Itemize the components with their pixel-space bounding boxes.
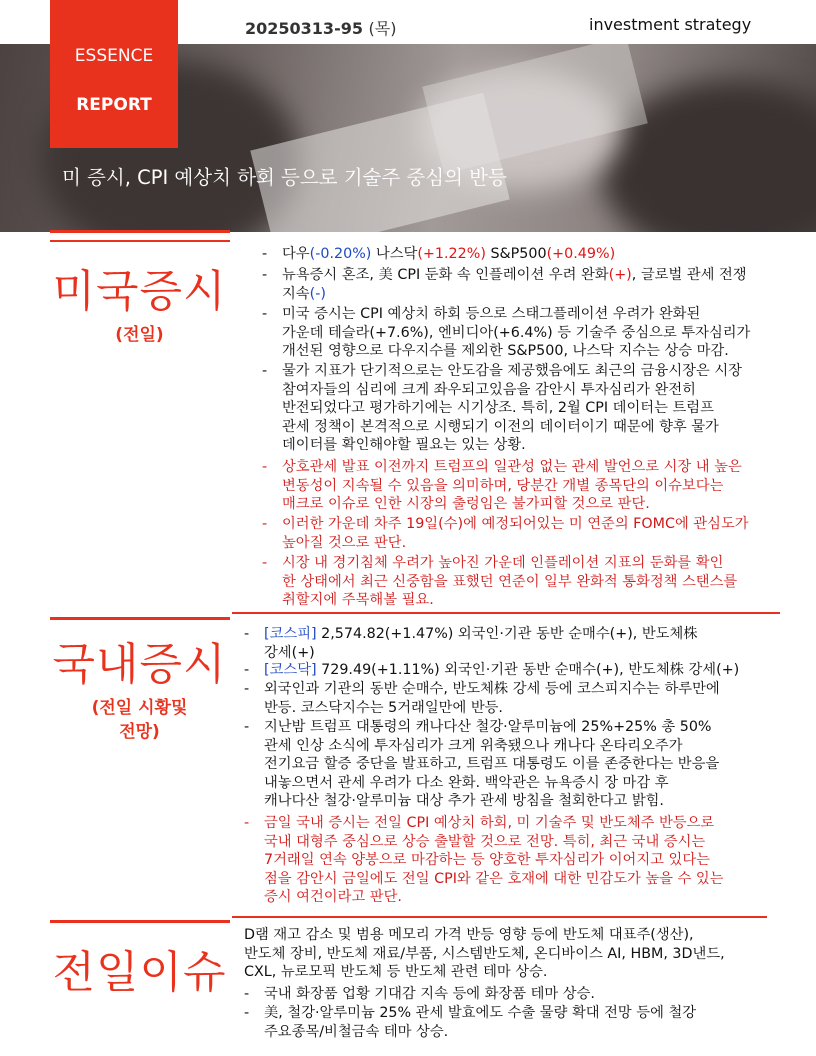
report-day: (목): [368, 19, 397, 38]
kr-market-subtitle-1: (전일 시황및: [91, 698, 188, 718]
section-divider: [232, 916, 767, 918]
page-headline: 미 증시, CPI 예상치 하회 등으로 기술주 중심의 반등: [62, 166, 507, 189]
report-category: investment strategy: [589, 15, 752, 34]
us-outlook-3: - 시장 내 경기침체 우려가 높아진 가운데 인플레이션 지표의 둔화를 확인 한 상태에서 최근 신중함을 표했던 연준이 일부 완화적 통화정책 스탠스를 취할지에 주목해볼 필요.: [262, 555, 738, 608]
issue-bullet-2: - 美, 철강·알루미늄 25% 관세 발효에도 수출 물량 확대 전망 등에 철강 주요종목/비철금속 테마 상승.: [244, 1005, 697, 1040]
issue-lead: D램 재고 감소 및 범용 메모리 가격 반등 영향 등에 반도체 대표주(생산), 반도체 장비, 반도체 재료/부품, 시스템반도체, 온디바이스 AI, HBM, 3D낸드, CXL, 뉴로모픽 반도체 등 반도체 관련 테마 상승.: [244, 927, 725, 980]
us-market-title: 미국증시: [52, 266, 227, 317]
report-id: 20250313-95 (목): [245, 19, 397, 38]
kr-market-section-title: [52, 628, 227, 744]
kosdaq-line: - [코스닥] 729.49(+1.11%) 외국인·기관 동반 순매수(+), 반도체株 강세(+): [244, 662, 740, 678]
us-summary-line-cont: 지속(-): [282, 285, 326, 302]
us-paragraph-1: - 미국 증시는 CPI 예상치 하회 등으로 스태그플레이션 우려가 완화된 가운데 테슬라(+7.6%), 엔비디아(+6.4%) 등 기술주 중심으로 투자심리가 개선된 영향으로 다우지수를 제외한 S&P500, 나스닥 지수는 상승 마감.: [262, 306, 751, 359]
section-rule: [50, 230, 230, 233]
brand-line-2: REPORT: [76, 95, 152, 115]
us-index-line: - 다우(-0.20%) 나스닥(+1.22%) S&P500(+0.49%): [262, 246, 616, 262]
section-divider: [232, 612, 780, 614]
section-rule: [50, 240, 230, 242]
kr-paragraph-1: - 외국인과 기관의 동반 순매수, 반도체株 강세 등에 코스피지수는 하루만에 반등. 코스닥지수는 5거래일만에 반등.: [244, 681, 720, 716]
brand-box: [50, 0, 178, 148]
kr-outlook: - 금일 국내 증시는 전일 CPI 예상치 하회, 미 기술주 및 반도체주 반등으로 국내 대형주 중심으로 상승 출발할 것으로 전망. 특히, 최근 국내 증시는 7거래일 연속 양봉으로 마감하는 등 양호한 투자심리가 이어지고 있다는 점을 감안시 금일에도 전일 CPI와 같은 호재에 대한 민감도가 높을 수 있는 증시 여건이라고 판단.: [244, 815, 724, 905]
us-outlook-1: - 상호관세 발표 이전까지 트럼프의 일관성 없는 관세 발언으로 시장 내 높은 변동성이 지속될 수 있음을 의미하며, 당분간 개별 종목단의 이슈보다는 매크로 이슈로 인한 시장의 출렁임은 불가피할 것으로 판단.: [262, 459, 742, 512]
us-outlook-2: - 이러한 가운데 차주 19일(수)에 예정되어있는 미 연준의 FOMC에 관심도가 높아질 것으로 판단.: [262, 516, 749, 551]
us-market-section-title: [52, 255, 227, 347]
kospi-line: - [코스피] 2,574.82(+1.47%) 외국인·기관 동반 순매수(+), 반도체株 강세(+): [244, 626, 698, 661]
section-rule: [50, 617, 230, 620]
us-summary-line: - 뉴욕증시 혼조, 美 CPI 둔화 속 인플레이션 우려 완화(+), 글로벌 관세 전쟁: [262, 267, 747, 283]
us-market-subtitle: (전일): [115, 325, 164, 345]
us-paragraph-2: - 물가 지표가 단기적으로는 안도감을 제공했음에도 최근의 금융시장은 시장 참여자들의 심리에 크게 좌우되고있음을 감안시 투자심리가 완전히 반전되었다고 평가하기에는 시기상조. 특히, 2월 CPI 데이터는 트럼프 관세 정책이 본격적으로 시행되기 이전의 데이터이기 때문에 향후 물가 데이터를 확인해야할 필요는 있는 상황.: [262, 363, 742, 453]
kr-market-subtitle-2: 전망): [119, 722, 160, 742]
section-rule: [50, 920, 230, 923]
kr-paragraph-2: - 지난밤 트럼프 대통령의 캐나다산 철강·알루미늄에 25%+25% 총 50% 관세 인상 소식에 투자심리가 크게 위축됐으나 캐나다 온타리오주가 전기요금 할증 중단을 발표하고, 트럼프 대통령도 이를 존중한다는 반응을 내놓으면서 관세 우려가 다소 완화. 백악관은 뉴욕증시 장 마감 후 캐나다산 철강·알루미늄 대상 추가 관세 방침을 철회한다고 밝힘.: [244, 719, 720, 809]
issue-bullet-1: - 국내 화장품 업황 기대감 지속 등에 화장품 테마 상승.: [244, 986, 595, 1002]
brand-line-1: ESSENCE: [74, 46, 154, 66]
issue-title: 전일이슈: [52, 947, 227, 998]
kr-market-title: 국내증시: [52, 639, 227, 690]
issue-section-title: [52, 936, 227, 1000]
